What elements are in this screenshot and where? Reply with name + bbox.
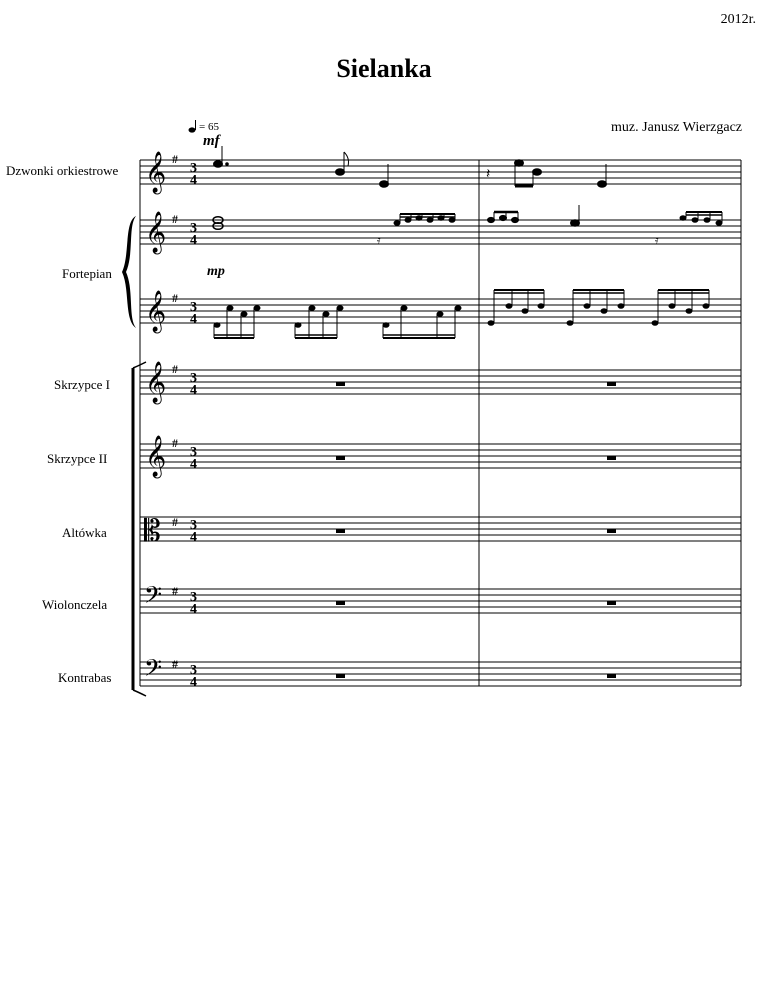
page-title: Sielanka — [336, 54, 432, 83]
whole-rests — [336, 382, 616, 678]
sharp-icon: # — [172, 362, 178, 376]
instrument-label-altowka: Altówka — [62, 525, 107, 540]
svg-text:4: 4 — [190, 675, 197, 690]
sharp-icon: # — [172, 152, 178, 166]
whole-rest-icon — [336, 674, 345, 678]
dynamic-mp: mp — [207, 264, 225, 279]
piano-brace — [122, 216, 136, 328]
whole-rest-icon — [336, 529, 345, 533]
svg-text:3: 3 — [190, 300, 197, 315]
svg-text:4: 4 — [190, 602, 197, 617]
bass-clef-icon: 𝄢 — [144, 654, 163, 687]
instrument-label-kontrabas: Kontrabas — [58, 670, 112, 685]
treble-clef-icon: 𝄞 — [145, 152, 167, 193]
svg-text:3: 3 — [190, 161, 197, 176]
tempo-note-icon — [189, 120, 196, 133]
svg-text:4: 4 — [190, 383, 197, 398]
svg-text:3: 3 — [190, 445, 197, 460]
staff-skrzypce-1 — [140, 370, 741, 394]
sharp-icon: # — [172, 515, 178, 529]
staff-fortepian-lh — [140, 299, 741, 323]
whole-rest-icon — [607, 382, 616, 386]
bass-clef-icon: 𝄢 — [144, 581, 163, 614]
whole-rest-icon — [607, 674, 616, 678]
staff-kontrabas — [140, 662, 741, 686]
svg-text:3: 3 — [190, 590, 197, 605]
svg-text:𝄿: 𝄿 — [655, 233, 659, 247]
instrument-label-fortepian: Fortepian — [62, 266, 112, 281]
sharp-icon: # — [172, 291, 178, 305]
instrument-label-wiolonczela: Wiolonczela — [42, 597, 108, 612]
staff-skrzypce-2 — [140, 444, 741, 468]
svg-text:3: 3 — [190, 221, 197, 236]
svg-text:𝄽: 𝄽 — [486, 166, 491, 182]
sharp-icon: # — [172, 436, 178, 450]
year-label: 2012r. — [720, 12, 756, 27]
staff-wiolonczela — [140, 589, 741, 613]
staff-dzwonki — [140, 160, 741, 184]
instrument-label-dzwonki: Dzwonki orkiestrowe — [6, 163, 119, 178]
time-signature — [190, 161, 197, 690]
treble-clef-icon: 𝄞 — [145, 212, 167, 253]
svg-text:4: 4 — [190, 233, 197, 248]
instrument-label-skrzypce-1: Skrzypce I — [54, 377, 110, 392]
fortepian-lh-notes — [214, 290, 709, 338]
whole-rest-icon — [607, 456, 616, 460]
svg-text:𝄿: 𝄿 — [377, 233, 381, 247]
whole-rest-icon — [607, 601, 616, 605]
whole-rest-icon — [336, 601, 345, 605]
instrument-label-skrzypce-2: Skrzypce II — [47, 451, 108, 466]
tempo-marking: = 65 — [199, 121, 219, 133]
svg-text:3: 3 — [190, 518, 197, 533]
dynamic-mf: mf — [203, 133, 220, 149]
svg-text:4: 4 — [190, 457, 197, 472]
treble-clef-icon: 𝄞 — [145, 436, 167, 477]
treble-clef-icon: 𝄞 — [145, 362, 167, 403]
composer-label: muz. Janusz Wierzgacz — [611, 120, 742, 135]
svg-text:4: 4 — [190, 173, 197, 188]
dzwonki-notes — [214, 146, 607, 187]
whole-rest-icon — [607, 529, 616, 533]
svg-text:4: 4 — [190, 530, 197, 545]
whole-rest-icon — [336, 456, 345, 460]
whole-rest-icon — [336, 382, 345, 386]
svg-text:4: 4 — [190, 312, 197, 327]
sharp-icon: # — [172, 657, 178, 671]
alto-clef-icon: 𝄡 — [144, 514, 161, 549]
svg-text:3: 3 — [190, 663, 197, 678]
staff-fortepian-rh — [140, 220, 741, 244]
sharp-icon: # — [172, 584, 178, 598]
treble-clef-icon: 𝄞 — [145, 291, 167, 332]
sharp-icon: # — [172, 212, 178, 226]
staff-altowka — [140, 517, 741, 541]
svg-text:3: 3 — [190, 371, 197, 386]
